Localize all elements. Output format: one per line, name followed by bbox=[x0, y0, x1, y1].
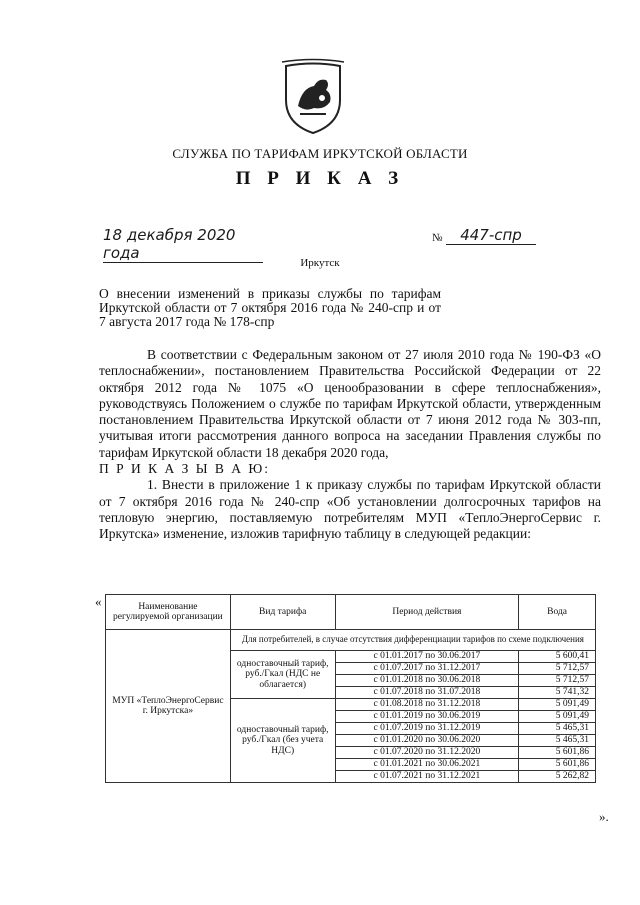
preamble-paragraph: В соответствии с Федеральным законом от 27 июля 2010 года № 190-ФЗ «О теплоснабжении», постановлением Правительства Российской Федерации от 22 октября 2012 года № 1075 «О ценообразовании в сфере теплоснабжения», руководствуясь Положением о службе по тарифам Иркутской области, утвержденным постановлением Правительства Иркутской области от 7 июня 2012 года № 303-пп, учитывая итоги рассмотрения данного вопроса на заседании Правления службы по тарифам Иркутской области 18 декабря 2020 года, bbox=[99, 347, 601, 460]
period-cell: с 01.07.2019 по 31.12.2019 bbox=[335, 723, 519, 735]
handwritten-number: 447-спр bbox=[446, 226, 536, 245]
order-word: П Р И К А З Ы В А Ю: bbox=[99, 461, 271, 477]
period-cell: с 01.07.2017 по 31.12.2017 bbox=[335, 663, 519, 675]
doc-type-title: П Р И К А З bbox=[235, 168, 405, 189]
value-cell: 5 262,82 bbox=[519, 771, 596, 783]
tariff-type-cell: одноставочный тариф, руб./Гкал (без учета НДС) bbox=[230, 699, 335, 783]
period-cell: с 01.01.2017 по 30.06.2017 bbox=[335, 651, 519, 663]
organization-cell: МУП «ТеплоЭнергоСервис г. Иркутска» bbox=[106, 630, 231, 783]
header-water: Вода bbox=[519, 595, 596, 630]
number-label: № bbox=[432, 232, 443, 244]
value-cell: 5 091,49 bbox=[519, 711, 596, 723]
consumer-note-cell: Для потребителей, в случае отсутствия дифференциации тарифов по схеме подключения bbox=[230, 630, 595, 651]
item-1-paragraph: 1. Внести в приложение 1 к приказу службы по тарифам Иркутской области от 7 октября 2016 года № 240-спр «Об установлении долгосрочных тарифов на тепловую энергию, поставляемую потребителям МУП «ТеплоЭнергоСервис г. Иркутска» изменение, изложив тарифную таблицу в следующей редакции: bbox=[99, 477, 601, 542]
period-cell: с 01.08.2018 по 31.12.2018 bbox=[335, 699, 519, 711]
value-cell: 5 712,57 bbox=[519, 675, 596, 687]
period-cell: с 01.07.2021 по 31.12.2021 bbox=[335, 771, 519, 783]
value-cell: 5 091,49 bbox=[519, 699, 596, 711]
subject-heading: О внесении изменений в приказы службы по тарифам Иркутской области от 7 октября 2016 года № 240-спр и от 7 августа 2017 года № 178-спр bbox=[99, 286, 441, 329]
header-tariff-type: Вид тарифа bbox=[230, 595, 335, 630]
value-cell: 5 741,32 bbox=[519, 687, 596, 699]
handwritten-date: 18 декабря 2020 года bbox=[103, 226, 263, 263]
table-header-row bbox=[106, 595, 596, 630]
body-text bbox=[99, 347, 601, 543]
value-cell: 5 601,86 bbox=[519, 759, 596, 771]
header-org: Наименование регулируемой организации bbox=[106, 595, 231, 630]
tariff-type-cell: одноставочный тариф, руб./Гкал (НДС не облагается) bbox=[230, 651, 335, 699]
tariff-table bbox=[105, 594, 596, 783]
value-cell: 5 465,31 bbox=[519, 735, 596, 747]
value-cell: 5 465,31 bbox=[519, 723, 596, 735]
period-cell: с 01.01.2018 по 30.06.2018 bbox=[335, 675, 519, 687]
period-cell: с 01.01.2019 по 30.06.2019 bbox=[335, 711, 519, 723]
value-cell: 5 601,86 bbox=[519, 747, 596, 759]
value-cell: 5 600,41 bbox=[519, 651, 596, 663]
period-cell: с 01.01.2020 по 30.06.2020 bbox=[335, 735, 519, 747]
value-cell: 5 712,57 bbox=[519, 663, 596, 675]
table-row bbox=[106, 630, 596, 651]
close-quote: ». bbox=[599, 809, 609, 824]
city: Иркутск bbox=[300, 257, 340, 269]
coat-of-arms-icon bbox=[280, 58, 346, 136]
open-quote: « bbox=[95, 594, 102, 609]
org-name: СЛУЖБА ПО ТАРИФАМ ИРКУТСКОЙ ОБЛАСТИ bbox=[172, 146, 468, 161]
header-period: Период действия bbox=[335, 595, 519, 630]
period-cell: с 01.07.2018 по 31.07.2018 bbox=[335, 687, 519, 699]
period-cell: с 01.01.2021 по 30.06.2021 bbox=[335, 759, 519, 771]
period-cell: с 01.07.2020 по 31.12.2020 bbox=[335, 747, 519, 759]
